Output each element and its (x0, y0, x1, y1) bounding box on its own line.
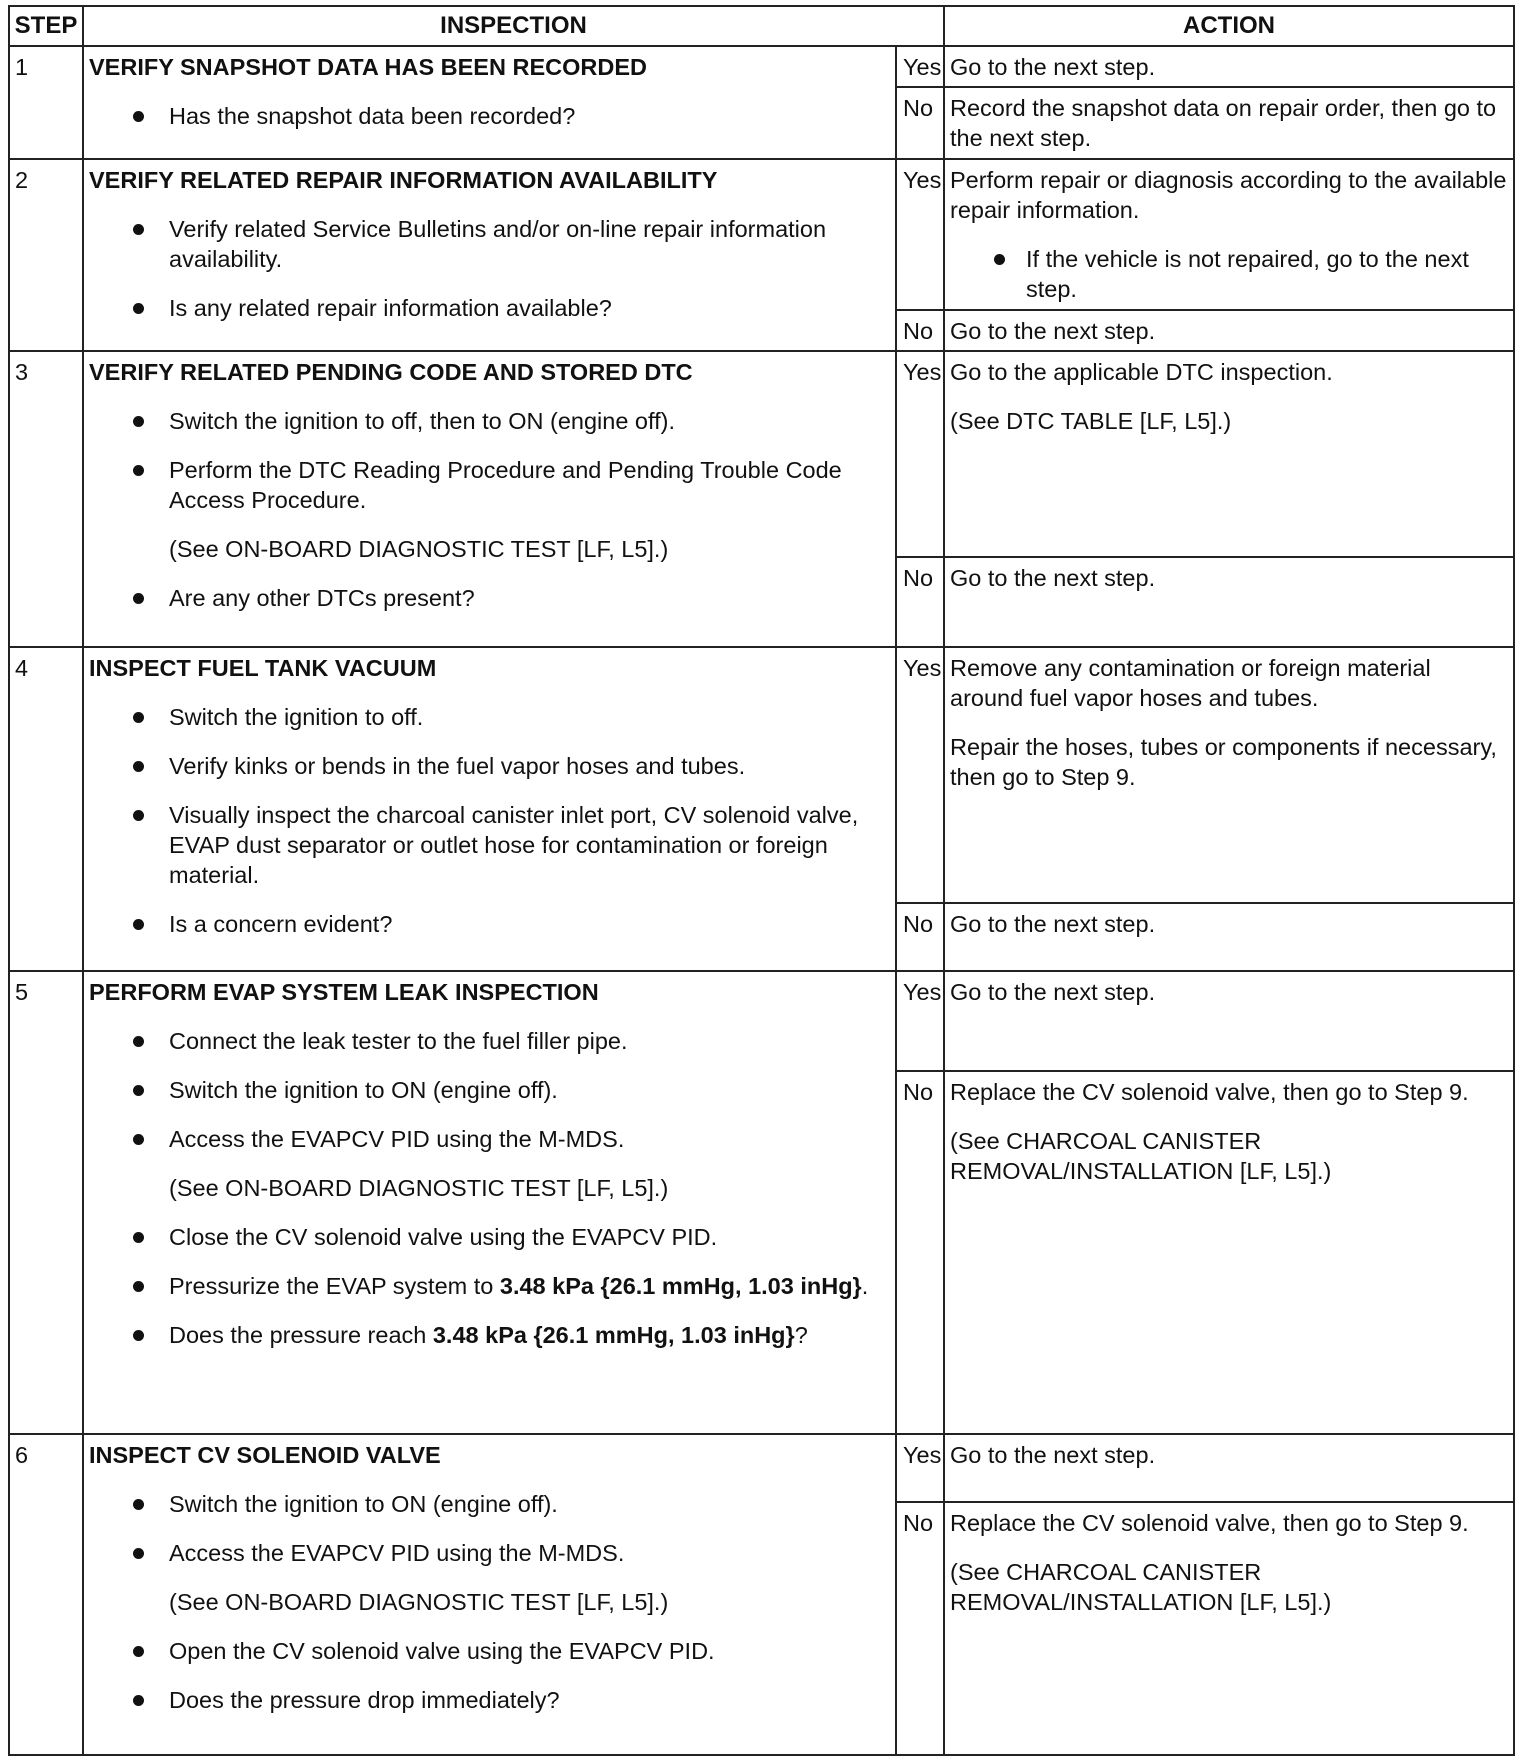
inspection-item: Access the EVAPCV PID using the M-MDS. (89, 1124, 890, 1154)
inspection-item: Switch the ignition to off. (89, 702, 890, 732)
no-action-text: Go to the next step. (950, 911, 1156, 938)
no-action (944, 87, 1514, 158)
inspection-item-text: Pressurize the EVAP system to (169, 1273, 500, 1300)
step-title: PERFORM EVAP SYSTEM LEAK INSPECTION (89, 979, 599, 1006)
inspection-item: Does the pressure drop immediately? (89, 1685, 890, 1715)
inspection-cell (83, 647, 896, 972)
no-action (944, 310, 1514, 351)
no-action-text: Go to the next step. (950, 317, 1156, 344)
inspection-item-text: Does the pressure reach (169, 1322, 433, 1349)
inspection-item (89, 1320, 890, 1350)
action-column-header: ACTION (944, 6, 1514, 46)
inspection-item-text: . (861, 1273, 869, 1300)
no-action-text: Go to the next step. (950, 565, 1156, 592)
inspection-item: Visually inspect the charcoal canister inlet port, CV solenoid valve, EVAP dust separator or outlet hose for contamination or foreign material. (89, 800, 890, 890)
yes-label: Yes (896, 351, 944, 557)
step-row (9, 46, 1514, 87)
step-title: INSPECT CV SOLENOID VALVE (89, 1442, 441, 1469)
inspection-item: Open the CV solenoid valve using the EVAPCV PID. (89, 1636, 890, 1666)
reference-note: (See ON-BOARD DIAGNOSTIC TEST [LF, L5].) (169, 535, 669, 562)
yes-action (944, 351, 1514, 557)
reference-note: (See ON-BOARD DIAGNOSTIC TEST [LF, L5].) (169, 1589, 669, 1616)
step-row (9, 971, 1514, 1071)
no-action (944, 1071, 1514, 1434)
yes-action (944, 46, 1514, 87)
step-number: 5 (9, 971, 83, 1434)
inspection-item: Has the snapshot data been recorded? (89, 101, 890, 131)
no-label: No (896, 1071, 944, 1434)
inspection-item: Connect the leak tester to the fuel filler pipe. (89, 1026, 890, 1056)
diagnostic-table (8, 5, 1515, 1756)
no-label: No (896, 557, 944, 647)
inspection-item: Close the CV solenoid valve using the EVAPCV PID. (89, 1222, 890, 1252)
yes-action-text: Go to the next step. (950, 54, 1156, 81)
no-action (944, 903, 1514, 971)
inspection-column-header: INSPECTION (83, 6, 944, 46)
yes-action (944, 1434, 1514, 1502)
no-label: No (896, 310, 944, 351)
yes-action (944, 971, 1514, 1071)
yes-label: Yes (896, 647, 944, 903)
inspection-cell (83, 46, 896, 159)
no-action-reference: (See CHARCOAL CANISTER REMOVAL/INSTALLATION [LF, L5].) (950, 1128, 1332, 1185)
inspection-item (89, 1271, 890, 1301)
step-number: 4 (9, 647, 83, 972)
step-title: VERIFY RELATED REPAIR INFORMATION AVAILABILITY (89, 166, 718, 193)
inspection-item: Are any other DTCs present? (89, 583, 890, 613)
step-row (9, 159, 1514, 310)
inspection-item: Verify kinks or bends in the fuel vapor hoses and tubes. (89, 751, 890, 781)
step-row (9, 351, 1514, 557)
no-action-reference: (See CHARCOAL CANISTER REMOVAL/INSTALLATION [LF, L5].) (950, 1559, 1332, 1616)
header-row (9, 6, 1514, 46)
inspection-item: Is any related repair information available? (89, 293, 890, 323)
yes-label: Yes (896, 46, 944, 87)
pressure-spec: 3.48 kPa {26.1 mmHg, 1.03 inHg} (499, 1273, 862, 1300)
yes-action (944, 159, 1514, 310)
reference-note: (See ON-BOARD DIAGNOSTIC TEST [LF, L5].) (169, 1175, 669, 1202)
step-row (9, 1434, 1514, 1502)
yes-action-text-2: Repair the hoses, tubes or components if necessary, then go to Step 9. (950, 733, 1497, 790)
inspection-item-text: ? (794, 1322, 808, 1349)
yes-action-subitem: If the vehicle is not repaired, go to the next step. (950, 244, 1508, 304)
no-action-text: Replace the CV solenoid valve, then go to Step 9. (950, 1079, 1469, 1106)
no-label: No (896, 87, 944, 158)
no-label: No (896, 1502, 944, 1755)
no-action-text: Record the snapshot data on repair order, then go to the next step. (950, 95, 1497, 152)
inspection-item: Is a concern evident? (89, 909, 890, 939)
step-number: 1 (9, 46, 83, 159)
no-action-text: Replace the CV solenoid valve, then go to Step 9. (950, 1510, 1469, 1537)
yes-action (944, 647, 1514, 903)
inspection-cell (83, 971, 896, 1434)
yes-label: Yes (896, 971, 944, 1071)
inspection-cell (83, 351, 896, 647)
step-row (9, 647, 1514, 903)
pressure-spec: 3.48 kPa {26.1 mmHg, 1.03 inHg} (432, 1322, 795, 1349)
yes-action-text: Go to the applicable DTC inspection. (950, 358, 1333, 385)
step-number: 2 (9, 159, 83, 351)
no-action (944, 557, 1514, 647)
no-label: No (896, 903, 944, 971)
inspection-item: Perform the DTC Reading Procedure and Pending Trouble Code Access Procedure. (89, 455, 890, 515)
step-number: 6 (9, 1434, 83, 1755)
step-number: 3 (9, 351, 83, 647)
inspection-item: Verify related Service Bulletins and/or on-line repair information availability. (89, 214, 890, 274)
inspection-cell (83, 1434, 896, 1755)
step-title: INSPECT FUEL TANK VACUUM (89, 654, 437, 681)
inspection-item: Switch the ignition to ON (engine off). (89, 1489, 890, 1519)
yes-action-reference: (See DTC TABLE [LF, L5].) (950, 407, 1232, 434)
yes-label: Yes (896, 159, 944, 310)
inspection-item: Access the EVAPCV PID using the M-MDS. (89, 1538, 890, 1568)
yes-action-text: Go to the next step. (950, 1442, 1156, 1469)
no-action (944, 1502, 1514, 1755)
yes-label: Yes (896, 1434, 944, 1502)
step-title: VERIFY RELATED PENDING CODE AND STORED DTC (89, 358, 693, 385)
step-title: VERIFY SNAPSHOT DATA HAS BEEN RECORDED (89, 54, 647, 81)
inspection-item: Switch the ignition to off, then to ON (engine off). (89, 406, 890, 436)
step-column-header: STEP (9, 6, 83, 46)
inspection-cell (83, 159, 896, 351)
yes-action-text: Perform repair or diagnosis according to the available repair information. (950, 166, 1507, 223)
yes-action-text: Go to the next step. (950, 979, 1156, 1006)
inspection-item: Switch the ignition to ON (engine off). (89, 1075, 890, 1105)
yes-action-text: Remove any contamination or foreign material around fuel vapor hoses and tubes. (950, 654, 1431, 711)
